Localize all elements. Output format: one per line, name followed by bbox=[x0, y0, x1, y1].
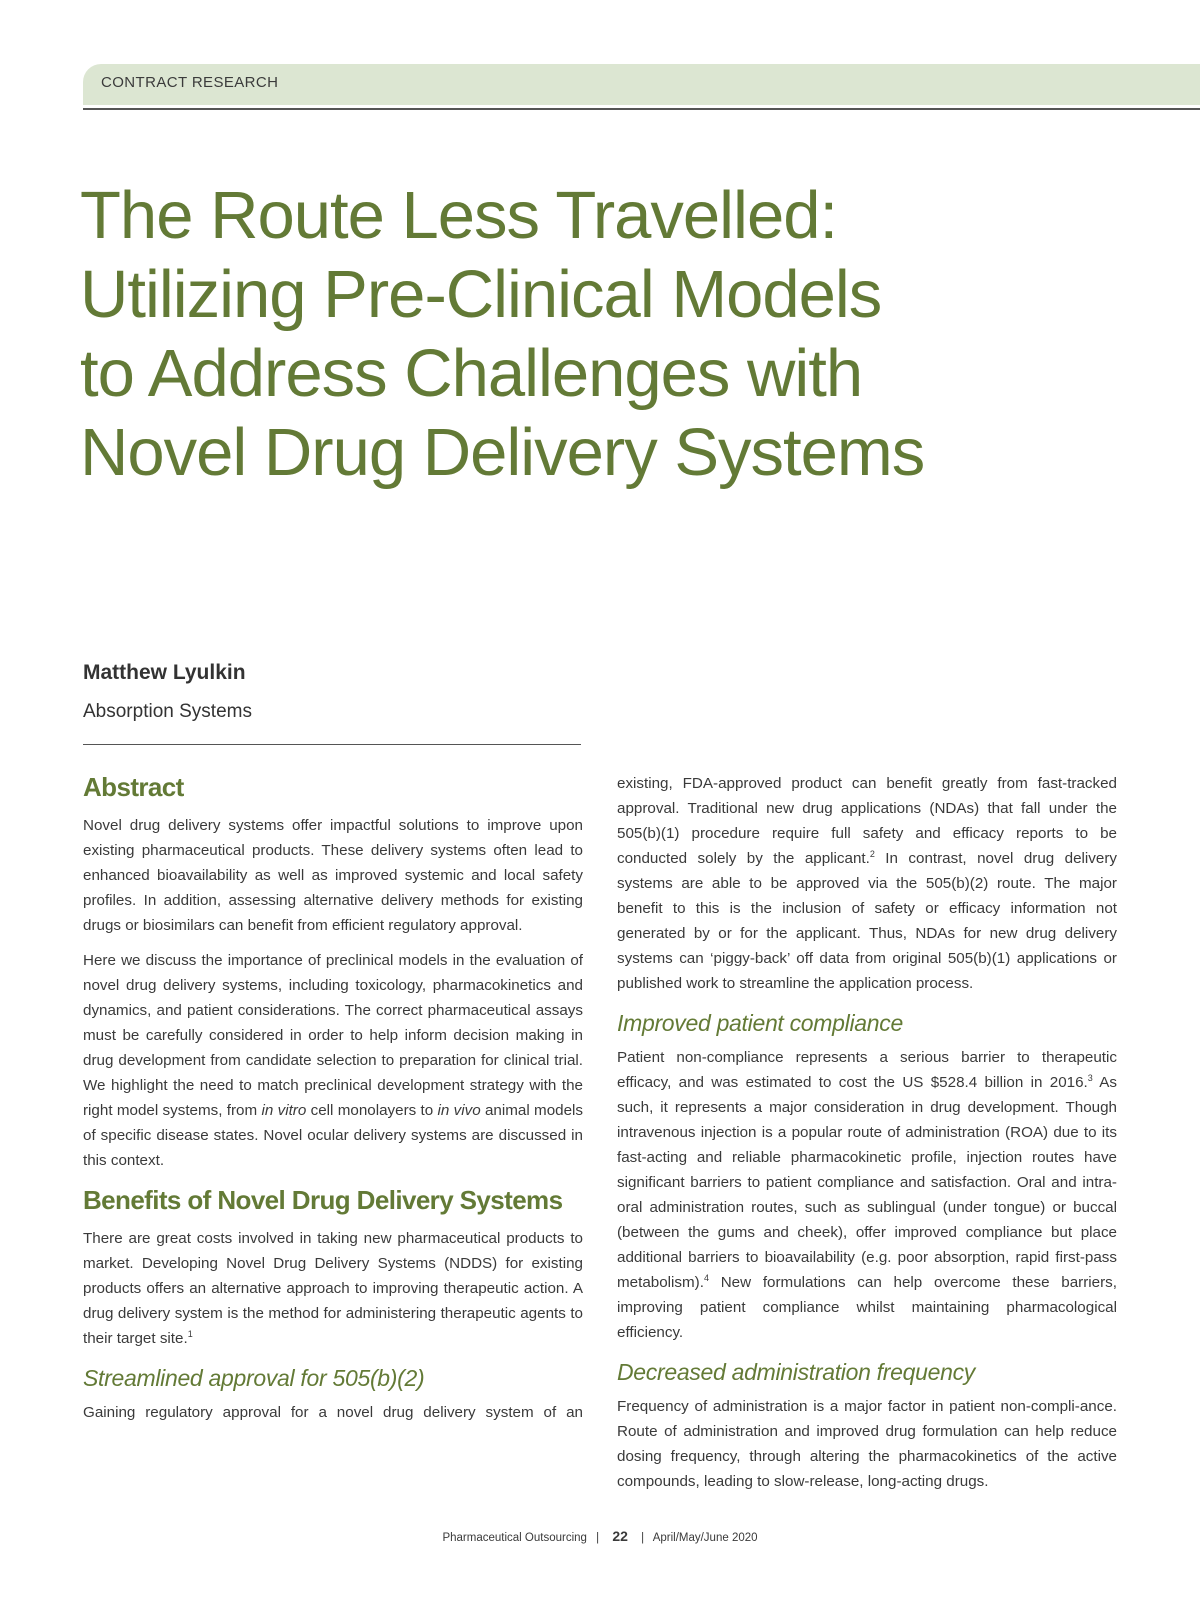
abstract-text: cell monolayers to bbox=[306, 1102, 438, 1119]
benefits-heading: Benefits of Novel Drug Delivery Systems bbox=[83, 1185, 563, 1215]
abstract-heading: Abstract bbox=[83, 772, 184, 802]
compliance-heading: Improved patient compliance bbox=[617, 1010, 903, 1036]
compliance-paragraph bbox=[617, 1045, 1117, 1345]
title-line: The Route Less Travelled: bbox=[80, 178, 838, 253]
streamlined-heading: Streamlined approval for 505(b)(2) bbox=[83, 1365, 425, 1391]
reference-marker: 4 bbox=[703, 1272, 709, 1283]
section-header-band bbox=[83, 64, 1200, 105]
abstract-text: Here we discuss the importance of preclinical models in the evaluation of novel drug delivery systems, including toxicology, pharmacokinetics and dynamics, and patient considerations. The correct pharmaceutical assays must be carefully considered in order to help inform decision making in drug development from candidate selection to preparation for clinical trial. We highlight the need to match preclinical development strategy with the right model systems, from bbox=[83, 952, 583, 1119]
compliance-text: Patient non-compliance represents a serious barrier to therapeutic efficacy, and was estimated to cost the US $528.4 billion in 2016. bbox=[617, 1049, 1117, 1091]
header-rule bbox=[83, 108, 1200, 110]
journal-name: Pharmaceutical Outsourcing bbox=[442, 1532, 587, 1544]
left-column bbox=[83, 770, 583, 1435]
reference-marker: 2 bbox=[869, 848, 875, 859]
section-label: CONTRACT RESEARCH bbox=[101, 74, 279, 91]
title-line: Novel Drug Delivery Systems bbox=[80, 415, 925, 490]
frequency-paragraph: Frequency of administration is a major factor in patient non-compli-ance. Route of administration and improved drug formulation can help reduce dosing frequency, through altering the pharmacokinetics of the active compounds, leading to slow-release, long-acting drugs. bbox=[617, 1398, 1117, 1490]
streamlined-text: In contrast, novel drug delivery systems are able to be approved via the 505(b)(2) route. The major benefit to this is the inclusion of safety or efficacy information not generated by or for the applicant. Thus, NDAs for new drug delivery systems can ‘piggy-back’ off data from original 505(b)(1) applications or published work to streamline the application process. bbox=[617, 850, 1117, 992]
page-footer bbox=[0, 1528, 1200, 1544]
compliance-text: New formulations can help overcome these barriers, improving patient compliance whilst maintaining pharmacological efficiency. bbox=[617, 1274, 1117, 1341]
compliance-text: As such, it represents a major consideration in drug development. Though intravenous injection is a popular route of administration (ROA) due to its fast-acting and reliable pharmacokinetic profile, injection routes have significant barriers to patient compliance and satisfaction. Oral and intra-oral administration routes, such as sublingual (under tongue) or buccal (between the gums and cheek), offer improved compliance but place additional barriers to bioavailability (e.g. poor absorption, rapid first-pass metabolism). bbox=[617, 1074, 1117, 1291]
author-affiliation: Absorption Systems bbox=[83, 701, 252, 722]
title-line: to Address Challenges with bbox=[80, 336, 863, 411]
abstract-paragraph-2 bbox=[83, 948, 583, 1173]
page-number: 22 bbox=[612, 1528, 628, 1544]
benefits-text: There are great costs involved in taking new pharmaceutical products to market. Developing Novel Drug Delivery Systems (NDDS) for existing products offers an alternative approach to improving therapeutic action. A drug delivery system is the method for administering therapeutic agents to their target site. bbox=[83, 1230, 583, 1347]
title-line: Utilizing Pre-Clinical Models bbox=[80, 257, 882, 332]
streamlined-paragraph-continued bbox=[617, 771, 1117, 996]
abstract-paragraph-1: Novel drug delivery systems offer impactful solutions to improve upon existing pharmaceutical products. These delivery systems often lead to enhanced bioavailability as well as improved systemic and local safety profiles. In addition, assessing alternative delivery methods for existing drugs or biosimilars can benefit from efficient regulatory approval. bbox=[83, 817, 583, 934]
streamlined-paragraph-start: Gaining regulatory approval for a novel drug delivery system of an bbox=[83, 1404, 583, 1421]
abstract-italic-term: in vitro bbox=[261, 1102, 307, 1119]
reference-marker: 3 bbox=[1087, 1072, 1093, 1083]
streamlined-text: existing, FDA-approved product can benefit greatly from fast-tracked approval. Traditional new drug applications (NDAs) that fall under the 505(b)(1) procedure require full safety and efficacy reports to be conducted solely by the applicant. bbox=[617, 775, 1117, 867]
article-title bbox=[80, 176, 1080, 492]
issue-date: April/May/June 2020 bbox=[652, 1532, 758, 1544]
benefits-paragraph bbox=[83, 1226, 583, 1351]
footer-separator: | bbox=[641, 1532, 645, 1544]
author-name: Matthew Lyulkin bbox=[83, 661, 246, 684]
frequency-heading: Decreased administration frequency bbox=[617, 1359, 975, 1385]
abstract-text: animal models of specific disease states. Novel ocular delivery systems are discussed in this context. bbox=[83, 1102, 583, 1169]
author-divider bbox=[83, 744, 581, 745]
reference-marker: 1 bbox=[187, 1328, 193, 1339]
abstract-italic-term: in vivo bbox=[437, 1102, 481, 1119]
footer-separator: | bbox=[596, 1532, 600, 1544]
right-column bbox=[617, 771, 1117, 1504]
